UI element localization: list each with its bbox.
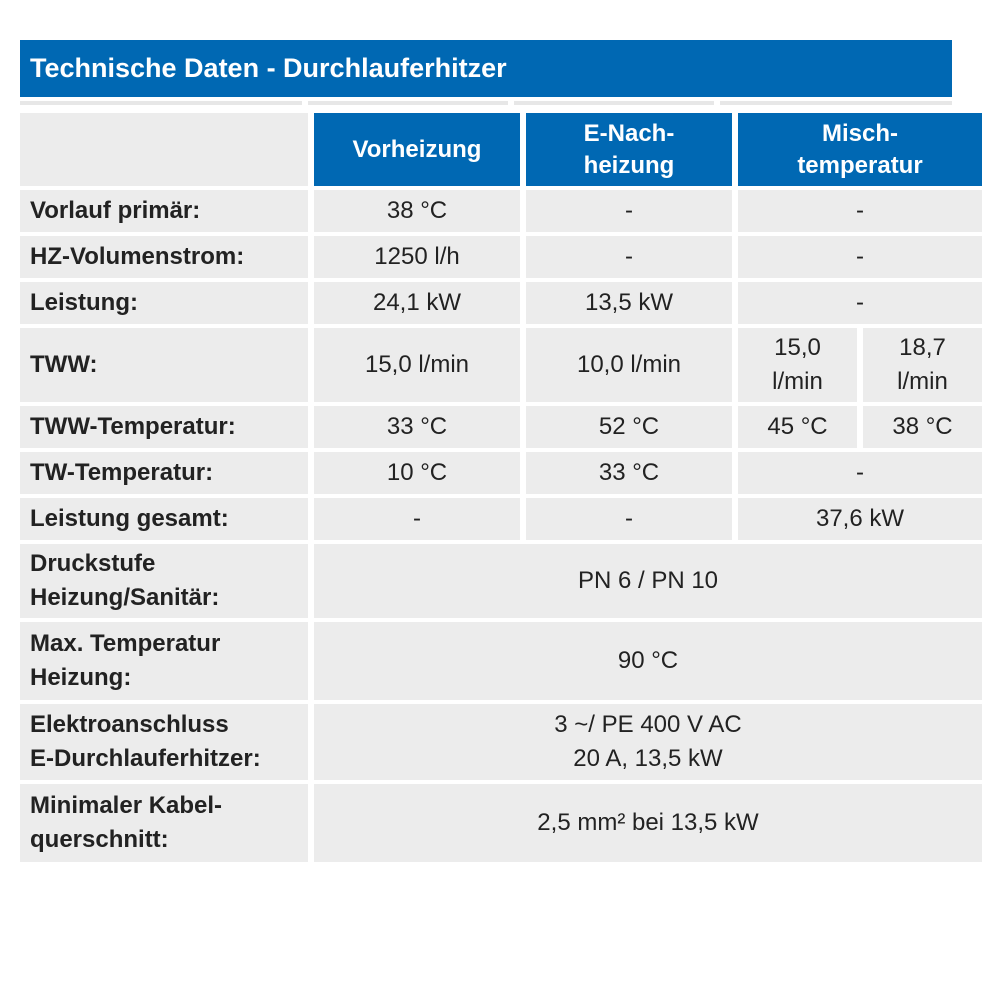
cell-nachheizung: - bbox=[526, 190, 732, 232]
row-label: TWW: bbox=[20, 328, 308, 402]
cell-merged bbox=[314, 704, 982, 780]
cell-line: 3 ~/ PE 400 V AC bbox=[554, 711, 742, 738]
cell-misch: - bbox=[738, 282, 982, 324]
row-label-line: E-Durchlauferhitzer: bbox=[30, 745, 261, 772]
cell-vorheizung: 1250 l/h bbox=[314, 236, 520, 278]
cell-misch: - bbox=[738, 190, 982, 232]
cell-vorheizung: 38 °C bbox=[314, 190, 520, 232]
cell-line: l/min bbox=[897, 368, 948, 395]
table-row bbox=[20, 784, 982, 862]
cell-misch: - bbox=[738, 236, 982, 278]
column-header-vorheizung: Vorheizung bbox=[314, 113, 520, 186]
row-label-line: querschnitt: bbox=[30, 826, 169, 853]
cell-nachheizung: 52 °C bbox=[526, 406, 732, 448]
tech-data-table bbox=[14, 109, 988, 866]
cell-nachheizung: 13,5 kW bbox=[526, 282, 732, 324]
cell-line: 20 A, 13,5 kW bbox=[573, 745, 723, 772]
row-label: Leistung: bbox=[20, 282, 308, 324]
header-row bbox=[20, 113, 982, 186]
cell-nachheizung: 33 °C bbox=[526, 452, 732, 494]
column-header-line: temperatur bbox=[797, 151, 923, 179]
cell-misch: - bbox=[738, 452, 982, 494]
cell-line: l/min bbox=[772, 368, 823, 395]
column-header-mischtemperatur bbox=[738, 113, 982, 186]
row-label-line: Druckstufe bbox=[30, 550, 156, 577]
row-label: Vorlauf primär: bbox=[20, 190, 308, 232]
tech-data-sheet bbox=[20, 40, 952, 866]
table-row bbox=[20, 190, 982, 232]
table-row bbox=[20, 704, 982, 780]
cell-line: 15,0 bbox=[774, 334, 821, 361]
row-label-line: Minimaler Kabel- bbox=[30, 792, 223, 819]
row-label-line: Elektroanschluss bbox=[30, 711, 229, 738]
row-label bbox=[20, 544, 308, 618]
table-row bbox=[20, 328, 982, 402]
cell-line: 18,7 bbox=[899, 334, 946, 361]
cell-misch: 37,6 kW bbox=[738, 498, 982, 540]
table-title: Technische Daten - Durchlauferhitzer bbox=[20, 40, 952, 97]
column-header-e-nachheizung bbox=[526, 113, 732, 186]
cell-nachheizung: - bbox=[526, 498, 732, 540]
column-header-line: E-Nach- bbox=[583, 119, 675, 147]
cell-merged: 90 °C bbox=[314, 622, 982, 700]
cell-vorheizung: 24,1 kW bbox=[314, 282, 520, 324]
table-row bbox=[20, 236, 982, 278]
table-row bbox=[20, 282, 982, 324]
cell-misch-a: 45 °C bbox=[738, 406, 857, 448]
row-label bbox=[20, 704, 308, 780]
column-header-line: Misch- bbox=[821, 119, 898, 147]
table-row bbox=[20, 406, 982, 448]
row-label bbox=[20, 622, 308, 700]
header-empty-cell bbox=[20, 113, 308, 186]
cell-vorheizung: - bbox=[314, 498, 520, 540]
cell-vorheizung: 10 °C bbox=[314, 452, 520, 494]
table-row bbox=[20, 544, 982, 618]
cell-nachheizung: - bbox=[526, 236, 732, 278]
cell-merged: PN 6 / PN 10 bbox=[314, 544, 982, 618]
cell-nachheizung: 10,0 l/min bbox=[526, 328, 732, 402]
cell-misch-a bbox=[738, 328, 857, 402]
row-label: Leistung gesamt: bbox=[20, 498, 308, 540]
cell-merged: 2,5 mm² bei 13,5 kW bbox=[314, 784, 982, 862]
row-label-line: Heizung: bbox=[30, 664, 132, 691]
row-label-line: Max. Temperatur bbox=[30, 630, 221, 657]
cell-misch-b bbox=[863, 328, 982, 402]
table-row bbox=[20, 498, 982, 540]
cell-misch-b: 38 °C bbox=[863, 406, 982, 448]
table-row bbox=[20, 622, 982, 700]
column-header-line: heizung bbox=[583, 151, 675, 179]
row-label bbox=[20, 784, 308, 862]
cell-vorheizung: 33 °C bbox=[314, 406, 520, 448]
row-label: TW-Temperatur: bbox=[20, 452, 308, 494]
cell-vorheizung: 15,0 l/min bbox=[314, 328, 520, 402]
row-label-line: Heizung/Sanitär: bbox=[30, 584, 220, 611]
row-label: TWW-Temperatur: bbox=[20, 406, 308, 448]
table-row bbox=[20, 452, 982, 494]
row-label: HZ-Volumenstrom: bbox=[20, 236, 308, 278]
